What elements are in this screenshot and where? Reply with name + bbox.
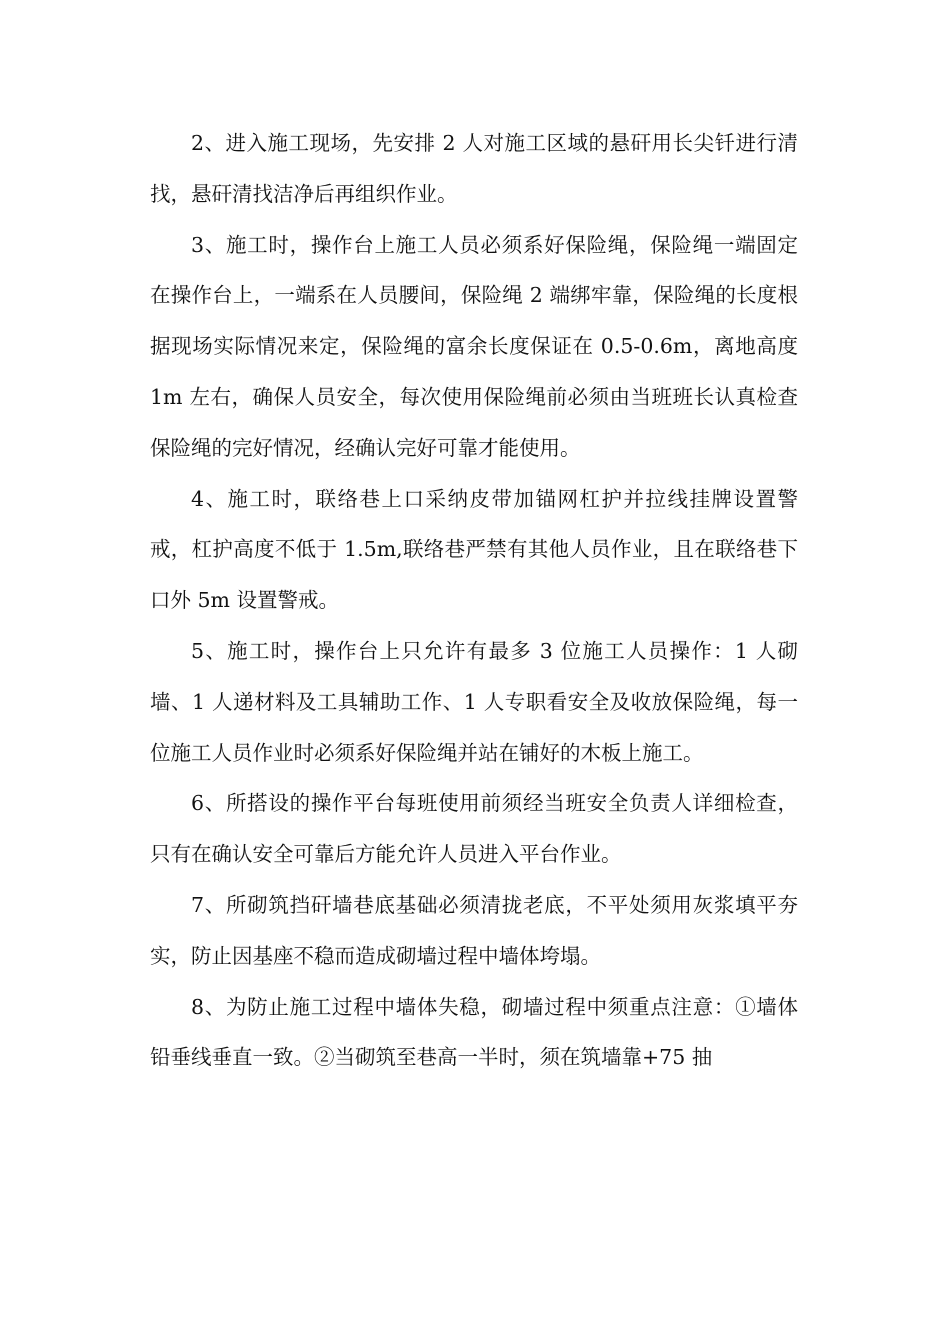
document-body <box>150 118 798 1083</box>
paragraph-item-4: 4、施工时，联络巷上口采纳皮带加锚网杠护并拉线挂牌设置警戒，杠护高度不低于 1.5m,联络巷严禁有其他人员作业，且在联络巷下口外 5m 设置警戒。 <box>150 486 798 613</box>
paragraph-item-5: 5、施工时，操作台上只允许有最多 3 位施工人员操作：1 人砌墙、1 人递材料及工具辅助工作、1 人专职看安全及收放保险绳，每一位施工人员作业时必须系好保险绳并站在铺好的木板上施工。 <box>150 638 798 765</box>
paragraph-item-2: 2、进入施工现场，先安排 2 人对施工区域的悬矸用长尖钎进行清找，悬矸清找洁净后再组织作业。 <box>150 131 798 206</box>
paragraph-item-6: 6、所搭设的操作平台每班使用前须经当班安全负责人详细检查，只有在确认安全可靠后方能允许人员进入平台作业。 <box>150 791 798 867</box>
paragraph-item-7: 7、所砌筑挡矸墙巷底基础必须清拢老底，不平处须用灰浆填平夯实，防止因基座不稳而造成砌墙过程中墙体垮塌。 <box>150 892 798 968</box>
paragraph-item-8: 8、为防止施工过程中墙体失稳，砌墙过程中须重点注意：①墙体铅垂线垂直一致。②当砌筑至巷高一半时，须在筑墙靠+75 抽 <box>150 994 798 1070</box>
paragraph-item-3: 3、施工时，操作台上施工人员必须系好保险绳，保险绳一端固定在操作台上，一端系在人员腰间，保险绳 2 端绑牢靠，保险绳的长度根据现场实际情况来定，保险绳的富余长度保证在 0.5-0.6m，离地高度 1m 左右，确保人员安全，每次使用保险绳前必须由当班班长认真检查保险绳的完好情况，经确认完好可靠才能使用。 <box>150 232 798 460</box>
